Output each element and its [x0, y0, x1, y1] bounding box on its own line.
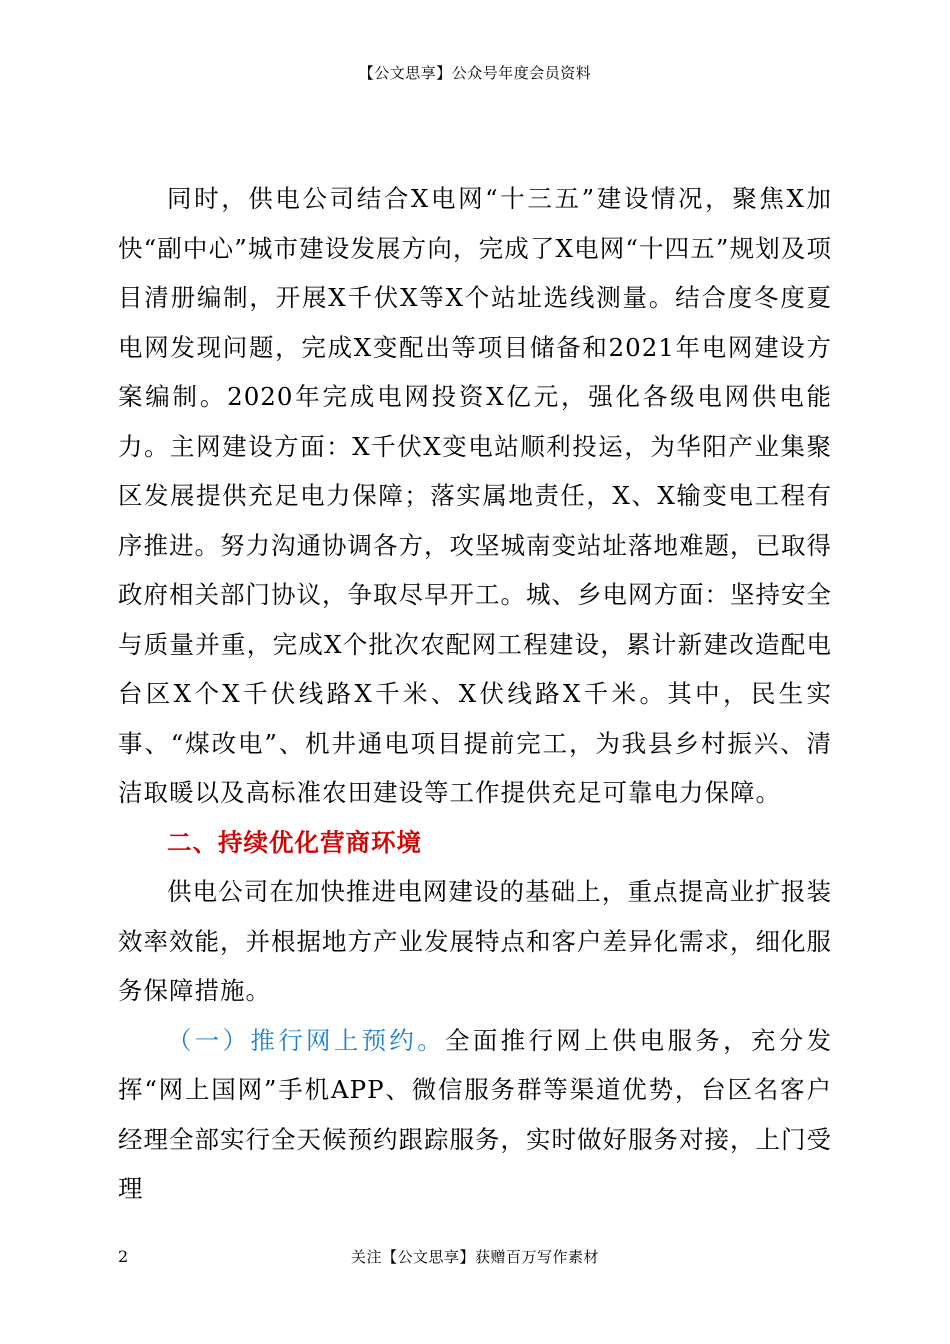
paragraph-grid-construction: 同时，供电公司结合X电网“十三五”建设情况，聚焦X加快“副中心”城市建设发展方向，完成了X电网“十四五”规划及项目清册编制，开展X千伏X等X个站址选线测量。结合度冬度夏电网发现问题，完成X变配出等项目储备和2021年电网建设方案编制。2020年完成电网投资X亿元，强化各级电网供电能力。主网建设方面：X千伏X变电站顺利投运，为华阳产业集聚区发展提供充足电力保障；落实属地责任，X、X输变电工程有序推进。努力沟通协调各方，攻坚城南变站址落地难题，已取得政府相关部门协议，争取尽早开工。城、乡电网方面：坚持安全与质量并重，完成X个批次农配网工程建设，累计新建改造配电台区X个X千伏线路X千米、X伏线路X千米。其中，民生实事、“煤改电”、机井通电项目提前完工，为我县乡村振兴、清洁取暖以及高标准农田建设等工作提供充足可靠电力保障。 [118, 184, 832, 807]
subheading-online-booking: （一）推行网上预约。 [167, 1025, 446, 1055]
paragraph-business-environment: 供电公司在加快推进电网建设的基础上，重点提高业扩报装效率效能，并根据地方产业发展特点和客户差异化需求，细化服务保障措施。 [118, 877, 832, 1005]
document-body [118, 174, 832, 1214]
section-heading-business-environment: 二、持续优化营商环境 [167, 827, 422, 857]
online-booking-text: 全面推行网上供电服务，充分发挥“网上国网”手机APP、微信服务群等渠道优势，台区名客户经理全部实行全天候预约跟踪服务，实时做好服务对接，上门受理 [118, 1025, 833, 1203]
page-header: 【公文思享】公众号年度会员资料 [358, 64, 592, 82]
page-footer: 关注【公文思享】获赠百万写作素材 [350, 1248, 599, 1266]
page-number: 2 [118, 1247, 129, 1266]
paragraph-online-booking [118, 1016, 832, 1214]
